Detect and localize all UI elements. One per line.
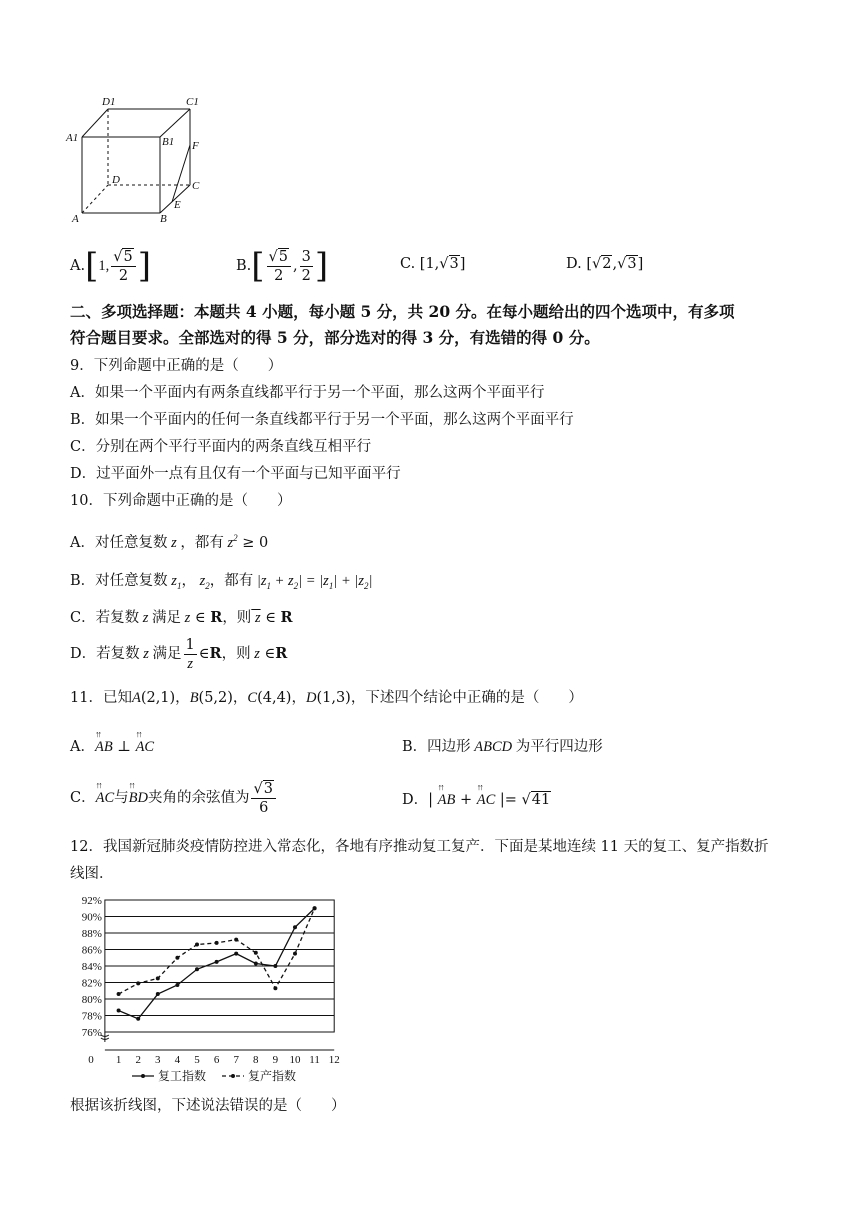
y-tick-label: 80% [81,994,102,1006]
x-tick-label: 9 [272,1054,279,1066]
q10-c-text: C．若复数 [70,610,140,626]
q10-a-mid: ，都有 [180,534,224,551]
q11-stem: 11．已知A(2,1)，B(5,2)，C(4,4)，D(1,3)，下述四个结论中正确的是（ ） [70,690,583,706]
series-2-point [254,951,258,955]
q10-d-mid: 满足 [152,646,182,662]
series-1-point [254,962,258,966]
series-1-point [175,983,179,987]
series-1-point [234,952,238,956]
q10-stem: 10．下列命题中正确的是（ ） [70,493,292,509]
q9-option-b: B．如果一个平面内的任何一条直线都平行于另一个平面，那么这两个平面平行 [70,412,574,428]
cube-label-f: F [192,140,199,152]
q12-line1: 12．我国新冠肺炎疫情防控进入常态化，各地有序推动复工复产．下面是某地连续 11 天的复工、复产指数折 [70,839,769,855]
q10-option-b: B．对任意复数 $z_1$， $z_2$，都有 $|z_1 + z_2| = |z_1| + |z_2|$ [70,573,373,591]
series-1-point [195,967,199,971]
series-1-point [215,960,219,964]
q10-c-mid: 满足 [152,610,182,626]
q10-d-text: D．若复数 [70,646,140,662]
series-2-point [234,938,238,942]
x-tick-label: 12 [328,1054,340,1066]
y-tick-label: 88% [81,928,102,940]
option-letter: C. [400,256,416,272]
q10-a-text: A．对任意复数 [70,534,168,551]
cube-label-c: C [192,180,200,192]
cube-label-b: B [160,213,167,225]
option-letter: A． [70,739,95,755]
q8-option-c: C. [1,√3] [400,256,466,272]
legend-marker-2 [231,1074,235,1078]
cube-label-c1: C1 [186,96,199,108]
q10-d-then: ，则 [221,646,251,662]
y-tick-label: 84% [81,961,102,973]
legend-marker-1 [141,1074,145,1078]
y-tick-label: 92% [81,895,102,907]
series-2-point [156,976,160,980]
series-1-point [136,1017,140,1021]
x-tick-label: 7 [233,1054,239,1066]
legend-label-2: 复产指数 [248,1069,297,1083]
x-tick-label: 2 [135,1054,141,1066]
y-tick-label: 78% [81,1010,102,1023]
q8-option-d: D. [√2,√3] [566,256,644,272]
option-letter: C． [70,790,96,806]
series-line-2 [119,908,315,994]
x-tick-label: 5 [194,1054,200,1066]
y-tick-label: 86% [81,944,102,957]
cube-label-b1: B1 [162,136,175,148]
cube-figure [62,95,222,230]
q11-stem-b: ，下述四个结论中正确的是（ ） [350,690,583,706]
q11-option-c: C． ↑↑ AC 与 ↑↑ BD 夹角的余弦值为 $\frac{√3}{6}$ [70,776,278,820]
q12-after: 根据该折线图，下述说法错误的是（ ） [70,1098,346,1114]
q10-option-a: A．对任意复数 z ，都有 $z^2 \ge 0$ [70,533,269,551]
q9-option-c: C．分别在两个平行平面内的两条直线互相平行 [70,439,372,455]
q11-c-tail: 夹角的余弦值为 [147,790,250,806]
x-tick-label: 0 [88,1054,94,1066]
q11-b-text: B．四边形 [402,739,471,755]
series-2-point [195,943,199,947]
series-2-point [313,906,317,910]
q9-option-d: D．过平面外一点有且仅有一个平面与已知平面平行 [70,466,401,482]
x-tick-label: 4 [174,1054,181,1066]
q11-option-d: D．| ↑↑ AB + ↑↑ AC |= √41 [402,790,551,810]
legend-label-1: 复工指数 [158,1069,207,1083]
y-tick-label: 90% [81,911,102,924]
series-1-point [117,1009,121,1013]
q11-b-tail: 为平行四边形 [515,739,603,755]
section2-line2: 符合题目要求。全部选对的得 5 分，部分选对的得 3 分，有选错的得 0 分。 [70,328,600,347]
cube-label-d: D [112,174,120,186]
option-letter: D. [566,256,582,272]
series-2-point [215,941,219,945]
q11-option-a: A．↑↑ AB ⊥ ↑↑ AC [70,737,154,757]
q8-option-a: A. [ 1, $\frac{√5}{2}$ ] [70,246,151,286]
series-1-point [156,992,160,996]
index-line-chart [70,890,360,1090]
q11-option-b: B．四边形 ABCD 为平行四边形 [402,739,603,755]
y-tick-label: 82% [81,977,102,990]
q10-option-d: D．若复数 z 满足 $\frac{1}{z}$ ∈ R ，则 z ∈ R [70,636,288,672]
q11-stem-a: 11．已知 [70,690,132,706]
x-tick-label: 10 [289,1054,301,1066]
q8-option-b: B. [ $\frac{√5}{2}$ , $\frac{3}{2}$ ] [236,246,329,286]
q11-c-mid: 与 [114,790,129,806]
section2-line1: 二、多项选择题：本题共 4 小题，每小题 5 分，共 20 分。在每小题给出的四个选项中，有多项 [70,302,735,321]
y-tick-label: 76% [81,1027,102,1039]
cube-label-a: A [72,213,79,225]
cube-label-e: E [174,199,181,211]
q9-stem: 9．下列命题中正确的是（ ） [70,358,283,374]
series-2-point [273,986,277,990]
x-tick-label: 6 [213,1054,220,1066]
series-2-point [175,956,179,960]
series-2-point [117,992,121,996]
series-2-point [136,981,140,985]
cube-label-d1: D1 [102,96,116,108]
option-letter: A. [70,258,86,274]
series-1-point [293,925,297,929]
x-tick-label: 3 [155,1054,161,1066]
series-1-point [273,964,277,968]
q9-option-a: A．如果一个平面内有两条直线都平行于另一个平面，那么这两个平面平行 [70,385,545,401]
series-2-point [293,952,297,956]
q12-line2: 线图． [70,866,114,882]
x-tick-label: 8 [253,1054,259,1066]
q10-option-c: C．若复数 z 满足 z ∈ R，则 z ∈ R [70,609,293,626]
cube-label-a1: A1 [66,132,79,144]
option-letter: B. [236,258,252,274]
q10-b-text: B．对任意复数 [70,573,168,589]
x-tick-label: 1 [115,1054,122,1066]
option-letter: D． [402,792,429,808]
q10-c-then: ，则 [222,610,252,626]
x-tick-label: 11 [309,1054,320,1066]
q10-b-mid: ，都有 [209,573,254,589]
